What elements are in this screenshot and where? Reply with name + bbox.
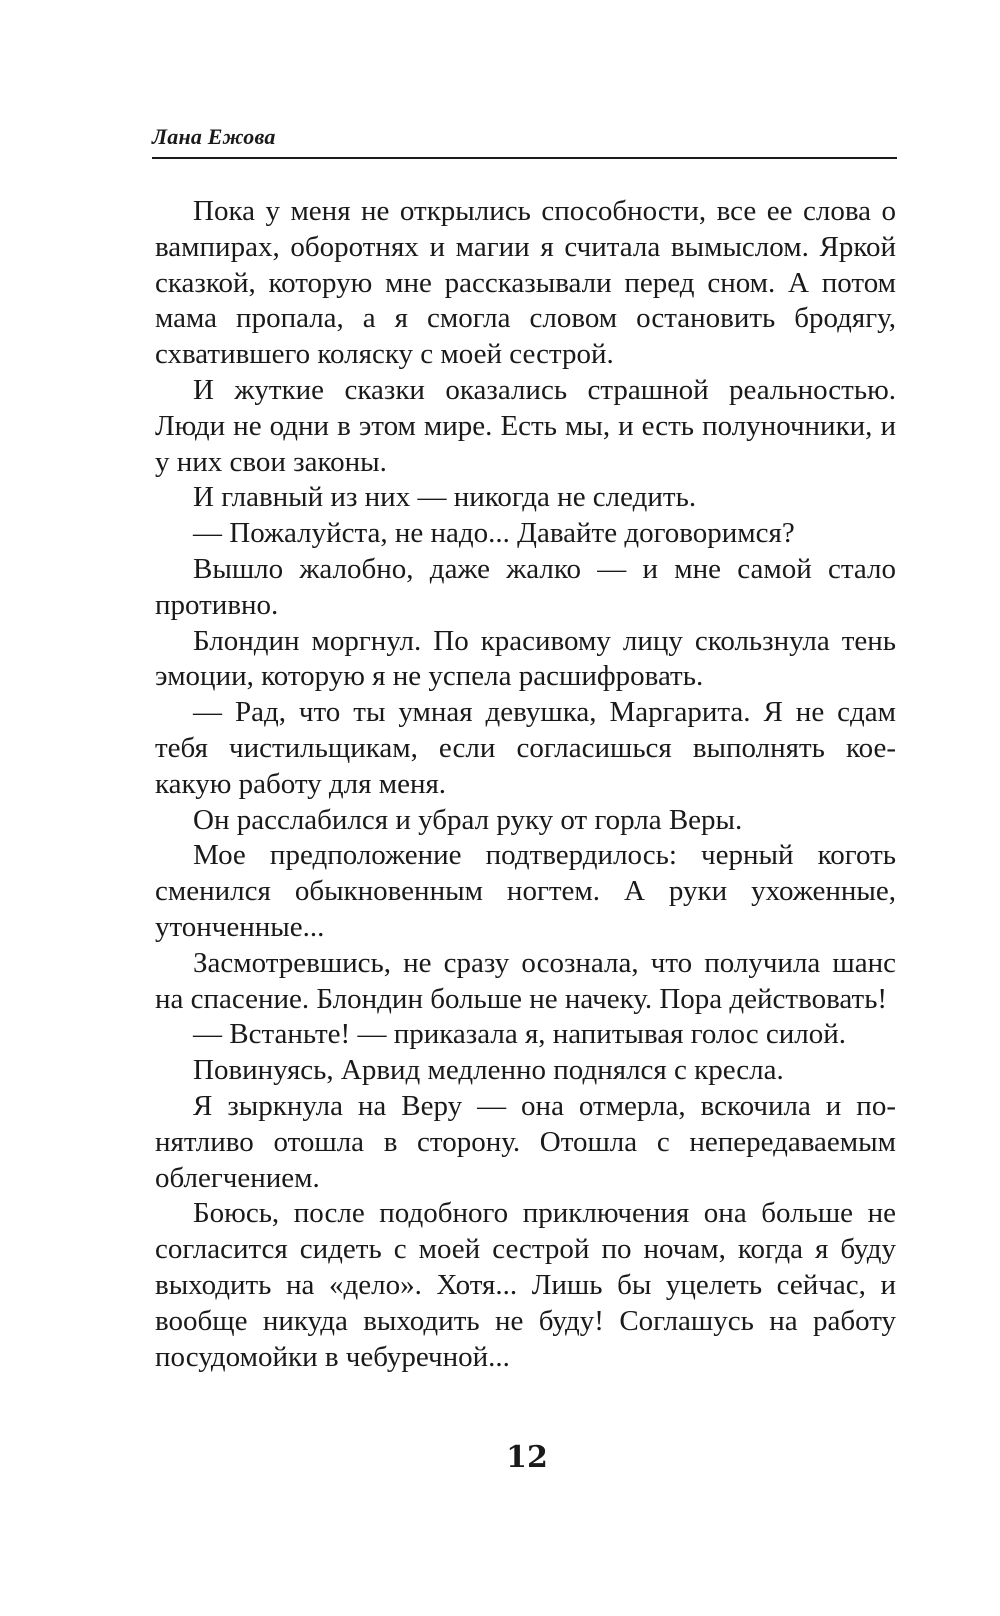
running-head-author: Лана Ежова bbox=[152, 124, 276, 149]
paragraph: Я зыркнула на Веру — она отмерла, вскочила и понятливо отошла в сторону. Отошла с непередаваемым облегчением. bbox=[155, 1089, 896, 1194]
paragraph: — Рад, что ты умная девушка, Маргарита. Я не сдам тебя чистильщикам, если согласишься выполнять кое-какую работу для меня. bbox=[155, 696, 896, 800]
paragraph: И жуткие сказки оказались страшной реальностью. Люди не одни в этом мире. Есть мы, и есть полуночники, и у них свои законы. bbox=[155, 373, 896, 478]
paragraph: Вышло жалобно, даже жалко — и мне самой стало противно. bbox=[155, 552, 896, 621]
paragraph: Он расслабился и убрал руку от горла Веры. bbox=[193, 803, 743, 836]
body-text bbox=[155, 194, 896, 1375]
paragraph: И главный из них — никогда не следить. bbox=[193, 481, 697, 514]
paragraph: Боюсь, после подобного приключения она больше не согласится сидеть с моей сестрой по ночам, когда я буду выходить на «дело». Хотя... Лишь бы уцелеть сейчас, и вообще никуда выходить не буду! Соглашусь на работу посудомойки в чебуречной... bbox=[155, 1197, 896, 1373]
paragraph: Мое предположение подтвердилось: черный коготь сменился обыкновенным ногтем. А руки ухоженные, утонченные... bbox=[155, 839, 896, 943]
paragraph: — Встаньте! — приказала я, напитывая голос силой. bbox=[193, 1018, 846, 1051]
paragraph: Засмотревшись, не сразу осознала, что получила шанс на спасение. Блондин больше не начеку. Пора действовать! bbox=[155, 946, 896, 1015]
page-number: 12 bbox=[506, 1440, 548, 1475]
header-rule bbox=[152, 157, 897, 159]
paragraph: Пока у меня не открылись способности, все ее слова о вампирах, оборотнях и магии я считала вымыслом. Яркой сказкой, которую мне рассказывали перед сном. А потом мама пропала, а я смогла словом остановить бродягу, схватившего коляску с моей сестрой. bbox=[155, 195, 896, 371]
paragraph: — Пожалуйста, не надо... Давайте договоримся? bbox=[193, 517, 795, 550]
paragraph: Блондин моргнул. По красивому лицу скользнула тень эмоции, которую я не успела расшифровать. bbox=[155, 624, 896, 693]
paragraph: Повинуясь, Арвид медленно поднялся с кресла. bbox=[193, 1054, 784, 1087]
